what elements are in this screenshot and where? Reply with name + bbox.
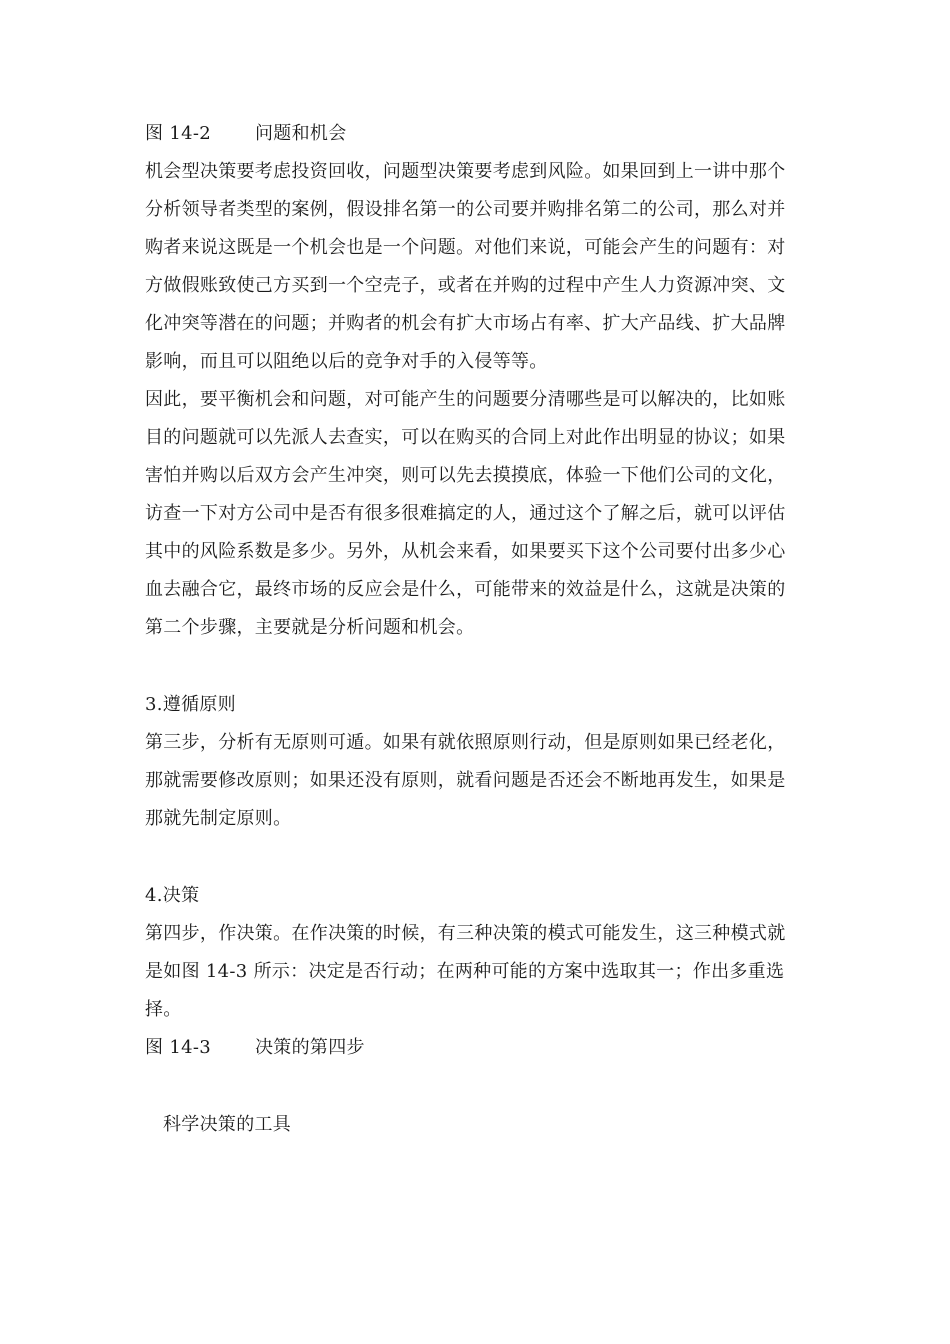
paragraph-line: 方做假账致使己方买到一个空壳子，或者在并购的过程中产生人力资源冲突、文: [145, 275, 786, 296]
paragraph-line: 害怕并购以后双方会产生冲突，则可以先去摸摸底，体验一下他们公司的文化，: [145, 465, 786, 486]
figure-title: 决策的第四步: [255, 1037, 365, 1058]
paragraph-line: 是如图 14-3 所示：决定是否行动；在两种可能的方案中选取其一；作出多重选: [145, 961, 785, 982]
paragraph-line: 因此，要平衡机会和问题，对可能产生的问题要分清哪些是可以解决的，比如账: [145, 389, 786, 410]
tools-section-heading: 科学决策的工具: [163, 1114, 292, 1135]
paragraph-line: 那就需要修改原则；如果还没有原则，就看问题是否还会不断地再发生，如果是: [145, 770, 786, 791]
paragraph-line: 机会型决策要考虑投资回收，问题型决策要考虑到风险。如果回到上一讲中那个: [145, 161, 786, 182]
figure-title: 问题和机会: [255, 123, 347, 144]
section-4-heading: 4.决策: [145, 885, 200, 906]
paragraph-line: 目的问题就可以先派人去查实，可以在购买的合同上对此作出明显的协议；如果: [145, 427, 786, 448]
paragraph-line: 分析领导者类型的案例，假设排名第一的公司要并购排名第二的公司，那么对并: [145, 199, 786, 220]
figure-label: 图 14-3: [145, 1037, 211, 1058]
paragraph-line: 血去融合它，最终市场的反应会是什么，可能带来的效益是什么，这就是决策的: [145, 579, 786, 600]
paragraph-line: 访查一下对方公司中是否有很多很难搞定的人，通过这个了解之后，就可以评估: [145, 503, 786, 524]
figure-label: 图 14-2: [145, 123, 211, 144]
paragraph-line: 影响，而且可以阻绝以后的竞争对手的入侵等等。: [145, 351, 548, 372]
paragraph-line: 化冲突等潜在的问题；并购者的机会有扩大市场占有率、扩大产品线、扩大品牌: [145, 313, 786, 334]
figure-14-3-caption: [145, 1036, 365, 1060]
paragraph-line: 第三步，分析有无原则可遁。如果有就依照原则行动，但是原则如果已经老化，: [145, 732, 786, 753]
paragraph-line: 那就先制定原则。: [145, 808, 292, 829]
paragraph-line: 其中的风险系数是多少。另外，从机会来看，如果要买下这个公司要付出多少心: [145, 541, 786, 562]
figure-14-2-caption: [145, 122, 347, 146]
paragraph-line: 择。: [145, 999, 182, 1020]
paragraph-line: 第二个步骤，主要就是分析问题和机会。: [145, 617, 475, 638]
paragraph-line: 购者来说这既是一个机会也是一个问题。对他们来说，可能会产生的问题有：对: [145, 237, 786, 258]
paragraph-line: 第四步，作决策。在作决策的时候，有三种决策的模式可能发生，这三种模式就: [145, 923, 786, 944]
section-3-heading: 3.遵循原则: [145, 694, 236, 715]
